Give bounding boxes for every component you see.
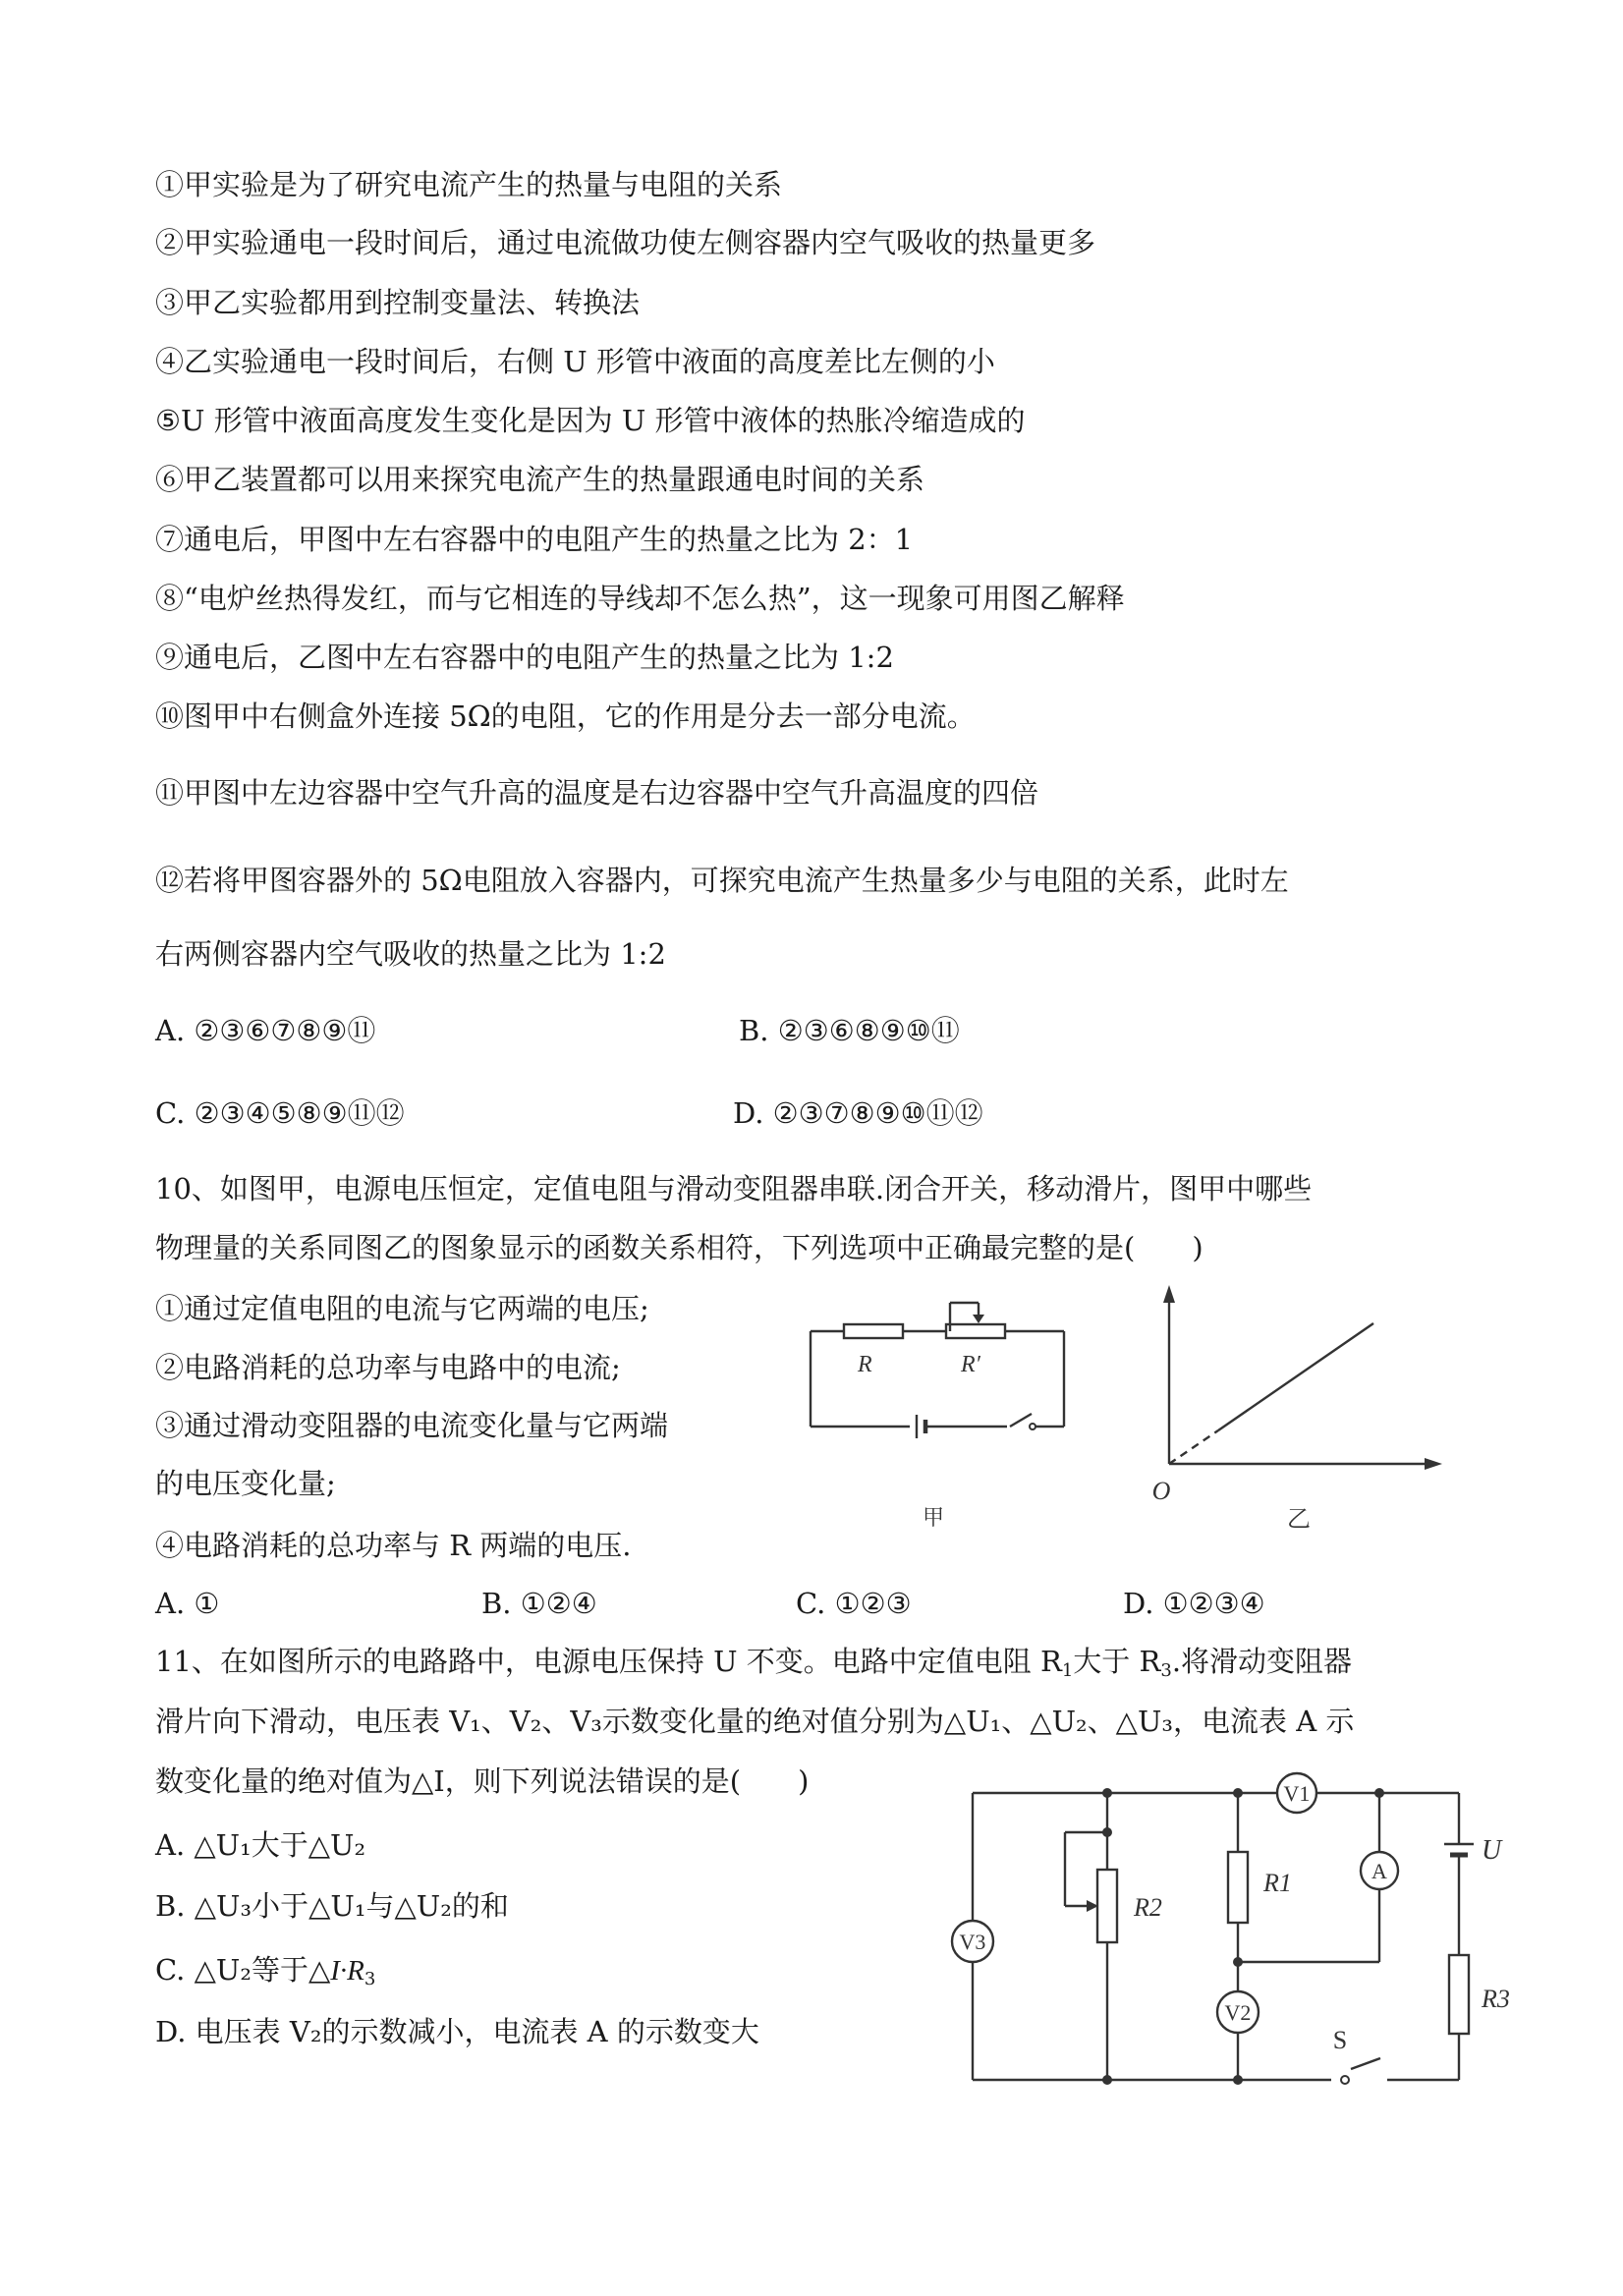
q10-stem-line2: 物理量的关系同图乙的图象显示的函数关系相符，下列选项中正确最完整的是( ) [155,1231,1203,1264]
statement-12: ⑫若将甲图容器外的 5Ω电阻放入容器内，可探究电流产生热量多少与电阻的关系，此时左 [155,864,1289,897]
q10-caption-yi: 乙 [1287,1507,1311,1533]
q9-option-b[interactable]: B. ②③⑥⑧⑨⑩⑪ [739,1014,960,1047]
q11-label-r3: R3 [1482,1985,1510,2013]
statement-4: ④乙实验通电一段时间后，右侧 U 形管中液面的高度差比左侧的小 [155,345,995,378]
statement-12-cont: 右两侧容器内空气吸收的热量之比为 1:2 [155,937,666,971]
q10-origin-label: O [1151,1477,1171,1505]
q9-option-a[interactable]: A. ②③⑥⑦⑧⑨⑪ [155,1014,376,1047]
statement-6: ⑥甲乙装置都可以用来探究电流产生的热量跟通电时间的关系 [155,463,925,496]
q11-meter-a: A [1371,1859,1387,1883]
q10-item-3: ③通过滑动变阻器的电流变化量与它两端 [155,1409,669,1442]
q11-option-a[interactable]: A. △U₁大于△U₂ [155,1828,366,1862]
q10-caption-jia: 甲 [922,1505,945,1530]
q11-label-s: S [1332,2026,1348,2054]
q10-option-c[interactable]: C. ①②③ [796,1587,912,1620]
q9-option-c[interactable]: C. ②③④⑤⑧⑨⑪⑫ [155,1096,405,1130]
q9-option-d[interactable]: D. ②③⑦⑧⑨⑩⑪⑫ [733,1096,983,1130]
q10-item-1: ①通过定值电阻的电流与它两端的电压; [155,1292,649,1325]
q11-option-c[interactable]: C. △U₂等于$\triangle I\cdot R_3$ [155,1953,376,1989]
q10-label-rprime: R′ [961,1352,980,1377]
q10-figure-yi [1130,1277,1454,1542]
q11-stem-line2: 滑片向下滑动，电压表 V₁、V₂、V₃示数变化量的绝对值分别为△U₁、△U₂、△U₃，电流表 A 示 [155,1705,1355,1738]
statement-1: ①甲实验是为了研究电流产生的热量与电阻的关系 [155,168,783,201]
q11-stem-line3: 数变化量的绝对值为△I，则下列说法错误的是( ) [155,1764,810,1798]
q11-circuit-figure [943,1768,1510,2102]
q11-meter-v2: V2 [1224,2000,1252,2025]
q10-option-a[interactable]: A. ① [155,1587,220,1620]
q10-option-d[interactable]: D. ①②③④ [1123,1587,1265,1620]
q11-label-u: U [1482,1835,1502,1866]
q11-option-d[interactable]: D. 电压表 V₂的示数减小，电流表 A 的示数变大 [155,2015,759,2048]
q11-label-r2: R2 [1134,1893,1162,1922]
statement-7: ⑦通电后，甲图中左右容器中的电阻产生的热量之比为 2：1 [155,523,914,556]
q11-meter-v1: V1 [1283,1781,1311,1806]
q10-label-r: R [858,1352,872,1377]
q11-meter-v3: V3 [959,1930,986,1954]
q10-option-b[interactable]: B. ①②④ [481,1587,597,1620]
statement-2: ②甲实验通电一段时间后，通过电流做功使左侧容器内空气吸收的热量更多 [155,226,1096,259]
q10-item-3-cont: 的电压变化量; [155,1467,336,1500]
statement-9: ⑨通电后，乙图中左右容器中的电阻产生的热量之比为 1:2 [155,641,894,674]
statement-3: ③甲乙实验都用到控制变量法、转换法 [155,286,641,319]
q10-figure-jia [786,1277,1081,1542]
statement-10: ⑩图甲中右侧盒外连接 5Ω的电阻，它的作用是分去一部分电流。 [155,700,976,733]
q10-item-4: ④电路消耗的总功率与 R 两端的电压. [155,1529,632,1562]
statement-8: ⑧“电炉丝热得发红，而与它相连的导线却不怎么热”，这一现象可用图乙解释 [155,582,1125,615]
statement-5: ⑤U 形管中液面高度发生变化是因为 U 形管中液体的热胀冷缩造成的 [155,404,1026,437]
q10-stem-line1: 10、如图甲，电源电压恒定，定值电阻与滑动变阻器串联.闭合开关，移动滑片，图甲中哪些 [155,1172,1313,1205]
q11-stem-line1: 11、在如图所示的电路路中，电源电压保持 U 不变。电路中定值电阻 $R_1$大于 $R_3$.将滑动变阻器 [155,1645,1353,1681]
q11-label-r1: R1 [1263,1869,1292,1897]
q11-option-b[interactable]: B. △U₃小于△U₁与△U₂的和 [155,1889,509,1923]
statement-11: ⑪甲图中左边容器中空气升高的温度是右边容器中空气升高温度的四倍 [155,776,1039,810]
q10-item-2: ②电路消耗的总功率与电路中的电流; [155,1351,621,1384]
